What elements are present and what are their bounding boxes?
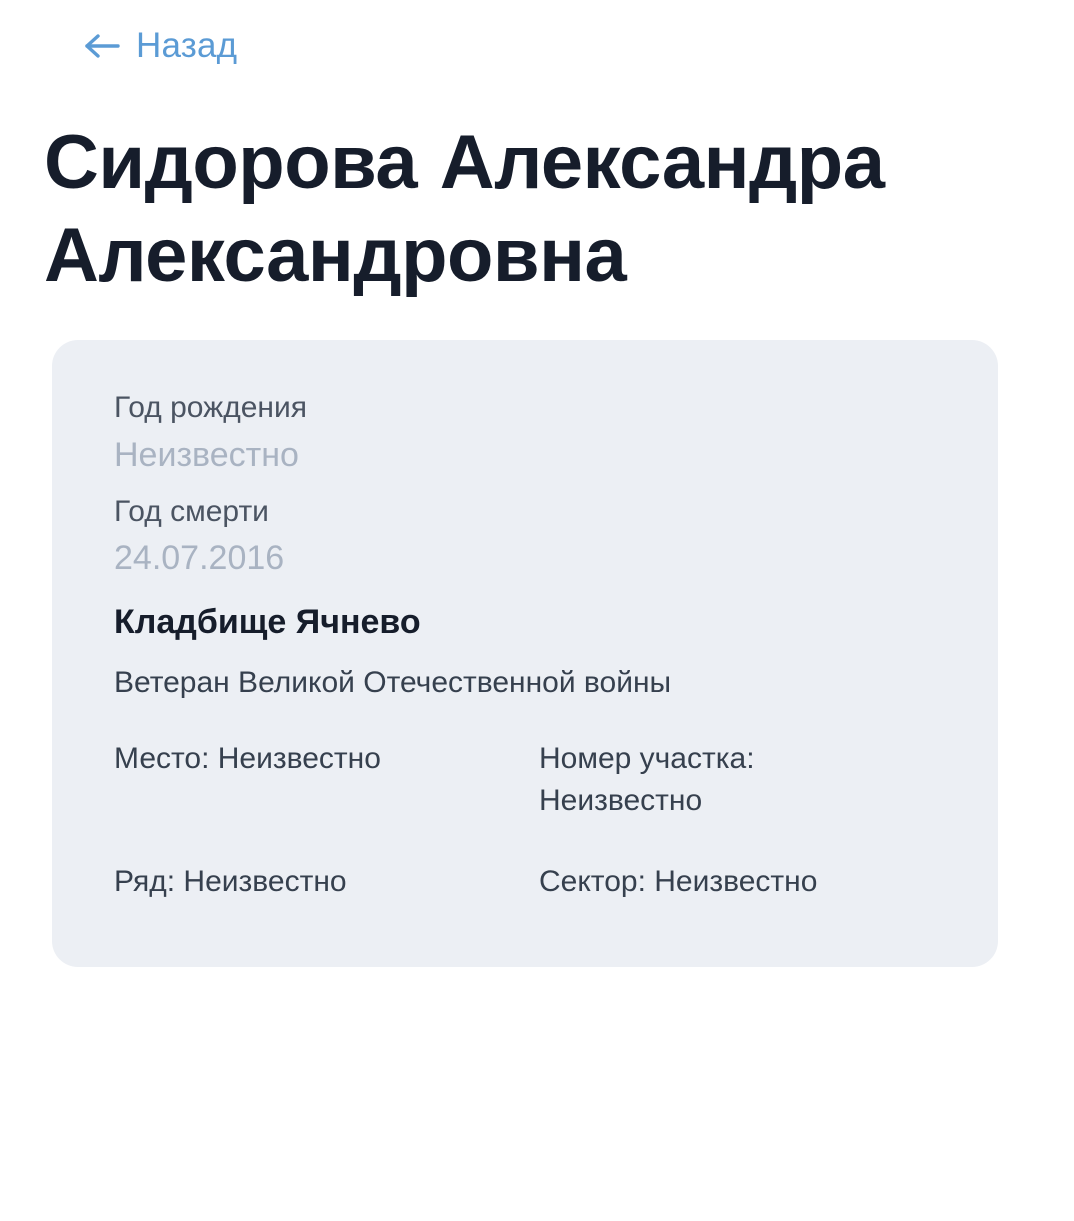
- detail-row: Ряд: Неизвестно: [114, 864, 347, 898]
- arrow-left-icon: [84, 31, 122, 61]
- back-button-label: Назад: [136, 26, 238, 65]
- detail-sector: Сектор: Неизвестно: [539, 864, 818, 898]
- veteran-note: Ветеран Великой Отечественной войны: [114, 665, 672, 699]
- detail-place: Место: Неизвестно: [114, 741, 381, 775]
- back-button[interactable]: [80, 22, 241, 69]
- page-title: Сидорова Александра Александровна: [44, 120, 885, 298]
- person-info-card: [52, 340, 998, 967]
- burial-details-grid: [114, 738, 936, 904]
- cemetery-name: Кладбище Ячнево: [114, 602, 421, 641]
- birth-year-label: Год рождения: [114, 391, 307, 425]
- detail-plot-number: Номер участка: Неизвестно: [539, 741, 755, 818]
- death-year-label: Год смерти: [114, 494, 269, 528]
- death-year-value: 24.07.2016: [114, 538, 285, 577]
- birth-year-value: Неизвестно: [114, 435, 299, 474]
